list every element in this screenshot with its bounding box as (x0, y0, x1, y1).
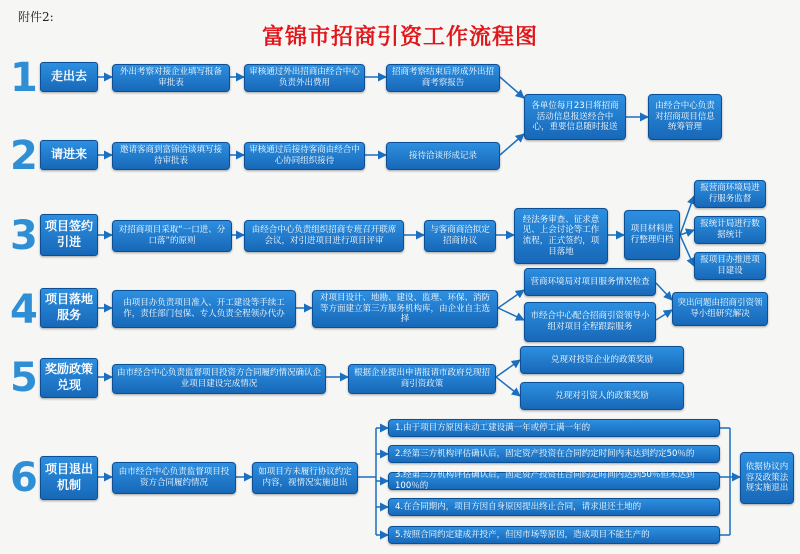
stage-number-3: 3 (10, 213, 38, 259)
stage-number-6: 6 (10, 455, 38, 501)
summary-report-box: 各单位每月23日将招商活动信息报送经合中心，重要信息随时报送 (524, 94, 626, 140)
row4-right-1: 营商环境局对项目服务情况检查 (524, 268, 656, 296)
row6-reason-5: 5.按照合同约定建成并投产，但因市场等原因，造成项目不能生产的 (388, 526, 720, 544)
row1-step-1: 外出考察对接企业填写报备审批表 (112, 64, 230, 92)
row6-reason-1: 1.由于项目方原因未动工建设满一年或停工满一年的 (388, 419, 720, 437)
stage-project-landing: 项目落地服务 (40, 288, 98, 328)
row5-step-1: 由市经合中心负责监督项目投资方合同履约情况确认企业项目建设完成情况 (112, 364, 326, 394)
row3-step-2: 由经合中心负责组织招商专班召开联席会议，对引进项目进行项目评审 (244, 220, 404, 252)
stage-reward-policy: 奖励政策兑现 (40, 358, 98, 398)
row4-right-3: 突出问题由招商引资领导小组研究解决 (672, 292, 768, 326)
row1-step-2: 审核通过外出招商由经合中心负责外出费用 (244, 64, 365, 92)
row3-archive: 项目材料进行整理归档 (624, 210, 680, 260)
annex-label: 附件2: (18, 10, 54, 24)
row3-right-2: 报统计局进行数据统计 (694, 216, 766, 244)
stage-number-5: 5 (10, 355, 38, 401)
row4-step-2: 对项目设计、地勘、建设、监理、环保、消防等方面建立第三方服务机构库，由企业自主选择 (312, 290, 498, 328)
page-title: 富锦市招商引资工作流程图 (261, 25, 538, 50)
row3-step-4: 经法务审查、征求意见、上会讨论等工作流程，正式签约，项目落地 (514, 208, 608, 264)
row1-step-3: 招商考察结束后形成外出招商考察报告 (386, 64, 500, 92)
row5-right-2: 兑现对引资人的政策奖励 (520, 382, 684, 410)
row3-right-1: 报营商环境局进行服务监督 (694, 180, 766, 208)
row6-reason-3: 3.经第三方机构评估确认后，固定资产投资在合同约定时间内达到50％但未达到100％的 (388, 472, 720, 490)
row3-step-1: 对招商项目采取“一口进、分口落”的原则 (112, 220, 232, 252)
row4-right-2: 市经合中心配合招商引资领导小组对项目全程跟踪服务 (524, 302, 656, 342)
stage-invite-in: 请进来 (40, 140, 98, 170)
row5-step-2: 根据企业提出申请报请市政府兑现招商引资政策 (348, 364, 496, 394)
row4-step-1: 由项目办负责项目准入、开工建设等手续工作，责任部门包保、专人负责全程领办代办 (112, 290, 296, 328)
row2-step-2: 审核通过后接待客商由经合中心协同组织接待 (244, 142, 365, 170)
row6-result: 依据协议内容及政策法规实施退出 (740, 452, 794, 504)
row2-step-3: 接待洽谈形成记录 (386, 142, 500, 170)
summary-manage-box: 由经合中心负责对招商项目信息统筹管理 (648, 94, 722, 140)
row5-right-1: 兑现对投资企业的政策奖励 (520, 346, 684, 374)
stage-project-signing: 项目签约引进 (40, 214, 98, 256)
stage-number-1: 1 (10, 55, 38, 101)
stage-go-out: 走出去 (40, 62, 98, 92)
stage-number-2: 2 (10, 133, 38, 179)
row6-reason-4: 4.在合同期内，项目方因自身原因提出终止合同，请求退还土地的 (388, 498, 720, 516)
row3-right-3: 报项目办推进项目建设 (694, 252, 766, 280)
stage-number-4: 4 (10, 287, 38, 333)
row3-step-3: 与客商商洽拟定招商协议 (424, 220, 496, 252)
row6-reason-2: 2.经第三方机构评估确认后，固定资产投资在合同约定时间内未达到约定50％的 (388, 445, 720, 463)
row2-step-1: 邀请客商到富锦洽谈填写接待审批表 (112, 142, 230, 170)
row6-step-1: 由市经合中心负责监督项目投资方合同履约情况 (112, 462, 236, 494)
row6-step-2: 如项目方未履行协议约定内容，视情况实施退出 (252, 462, 358, 494)
stage-project-exit: 项目退出机制 (40, 456, 98, 500)
